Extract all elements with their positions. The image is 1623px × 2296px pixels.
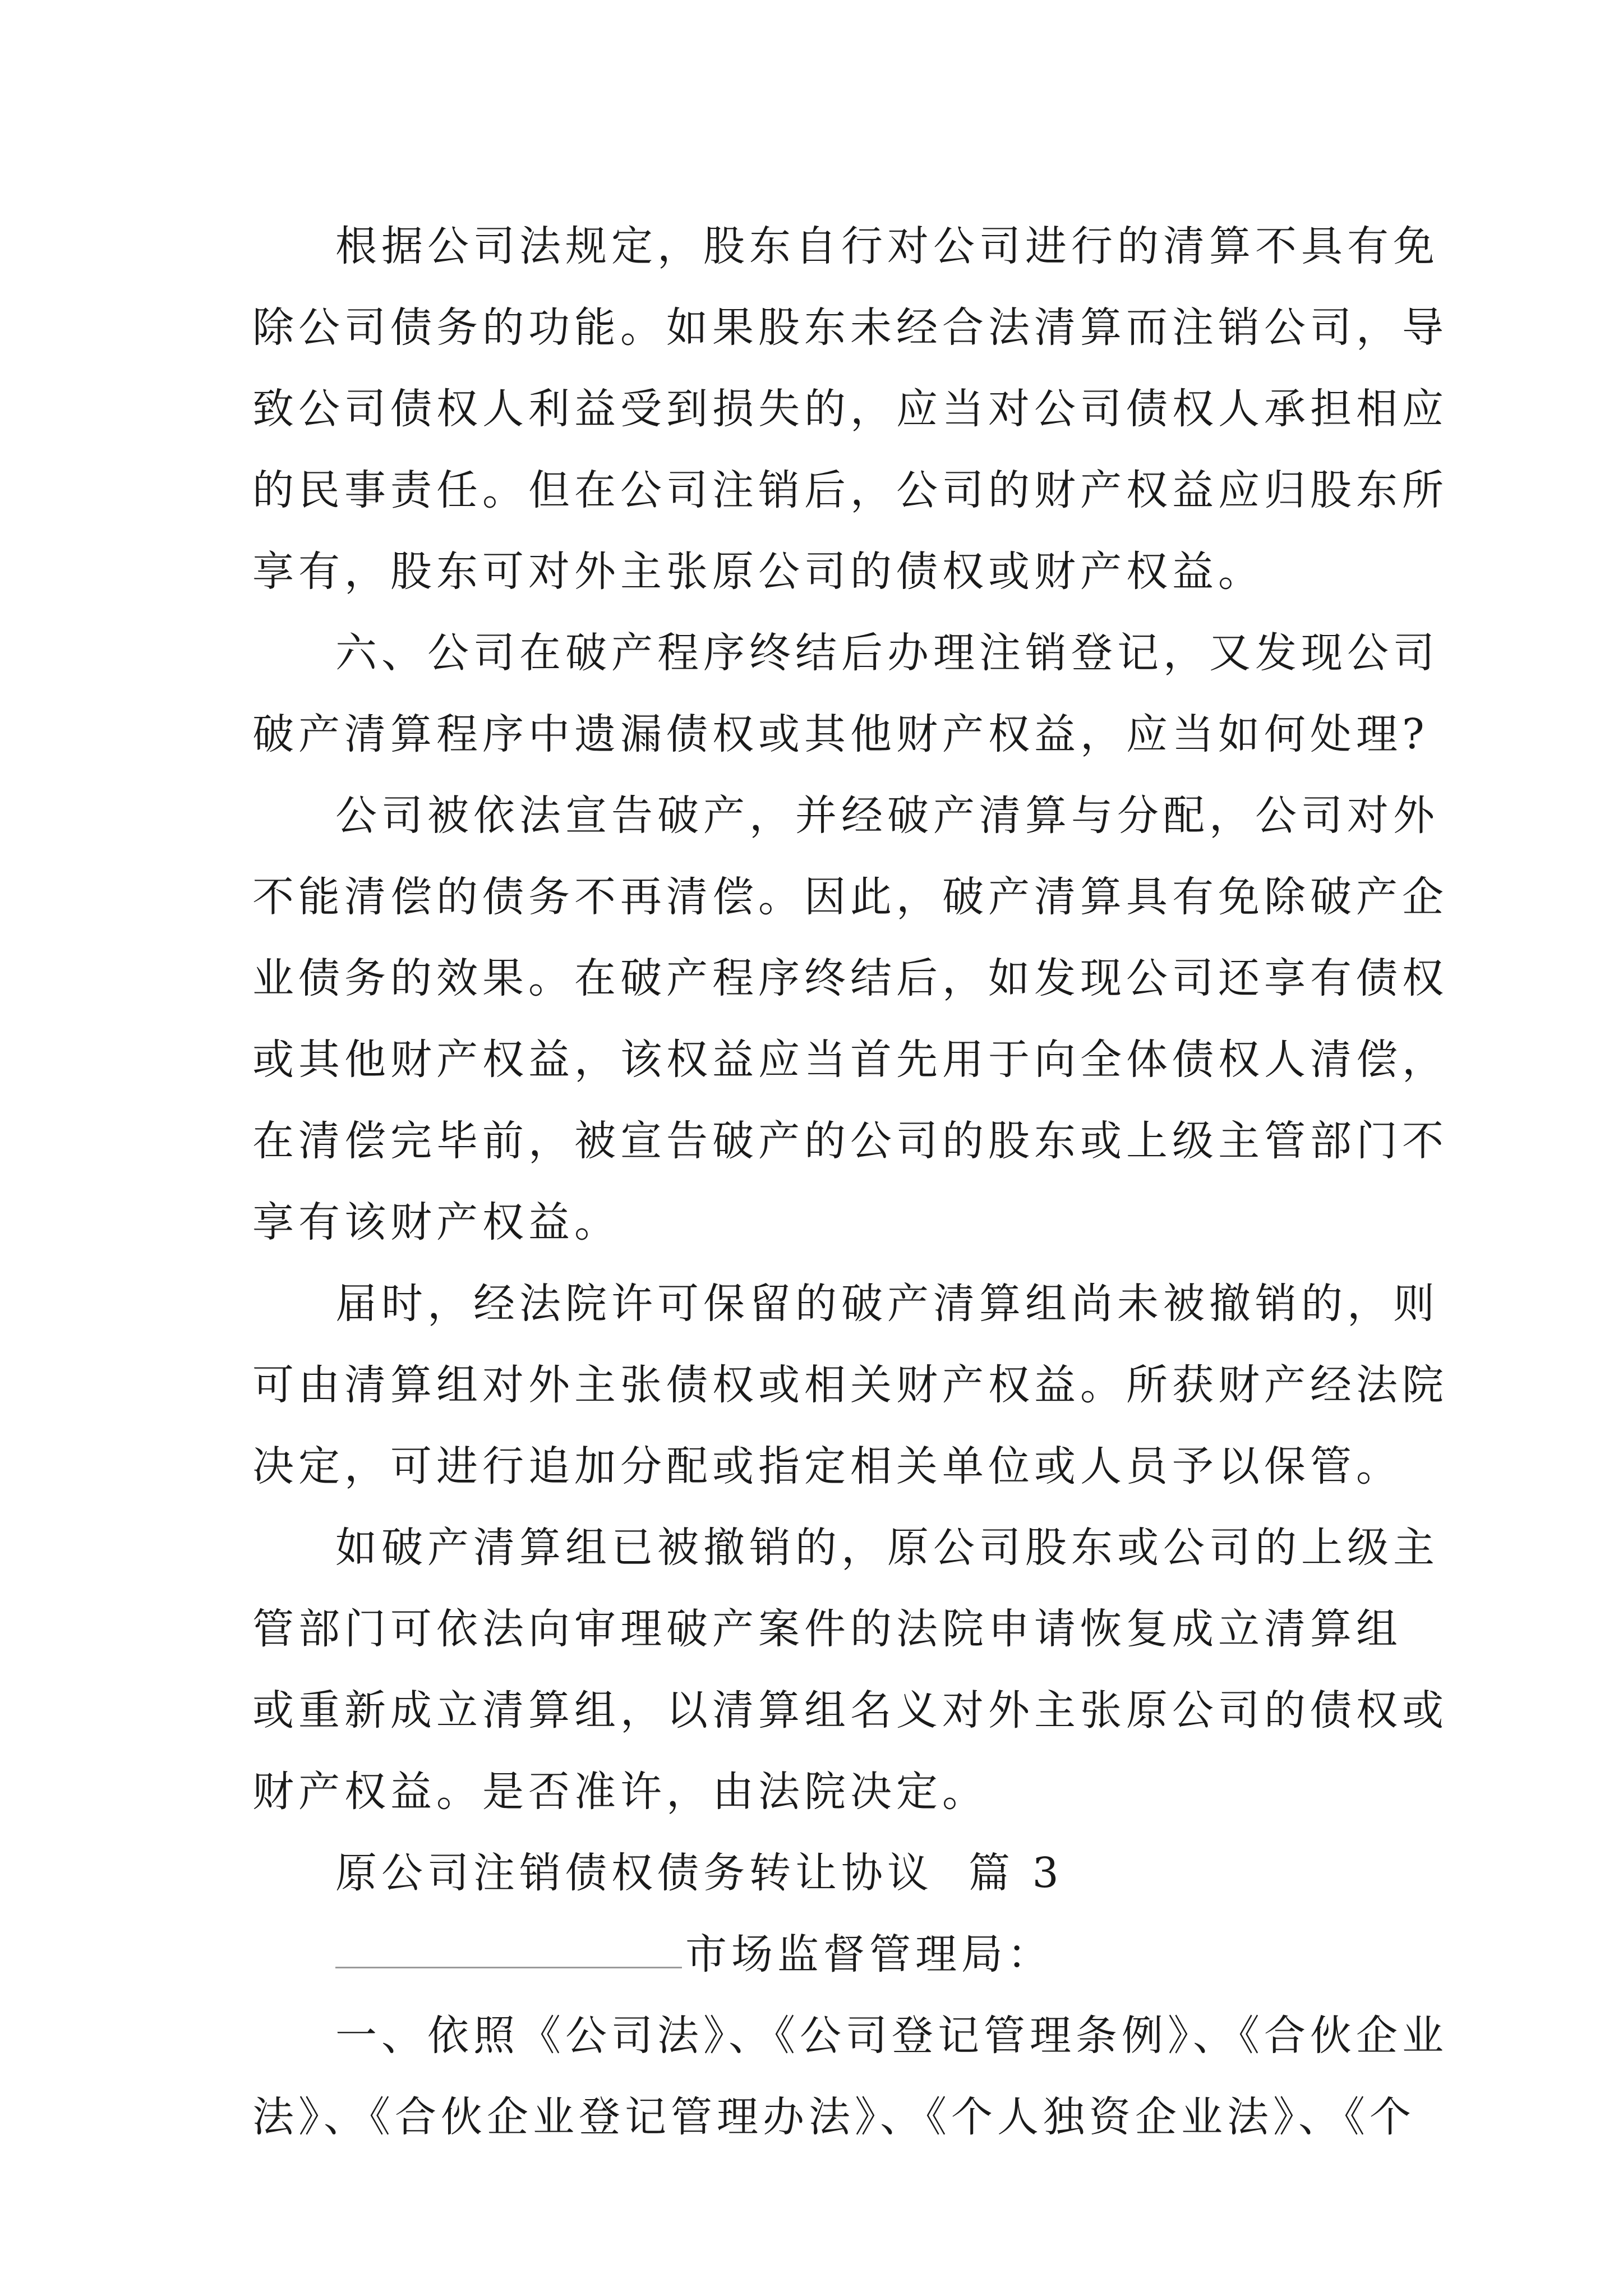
text-line: 享有该财产权益。 (252, 1198, 620, 1246)
paragraph-legal-basis (252, 1995, 1448, 2158)
text-line: 六、公司在破产程序终结后办理注销登记，又发现公司 (335, 629, 1439, 677)
text-line: 财产权益。是否准许，由法院决定。 (252, 1768, 988, 1816)
paragraph-shareholder-liquidation (252, 206, 1448, 613)
text-line: 决定，可进行追加分配或指定相关单位或人员予以保管。 (252, 1442, 1402, 1490)
paragraph-liquidation-group-retained (252, 1263, 1448, 1507)
text-line: 可由清算组对外主张债权或相关财产权益。所获财产经法院 (252, 1361, 1448, 1409)
text-line: 届时，经法院许可保留的破产清算组尚未被撤销的，则 (335, 1280, 1439, 1328)
text-line: 法》、《合伙企业登记管理办法》、《个人独资企业法》、《个 (252, 2093, 1415, 2141)
text-line: 公司被依法宣告破产，并经破产清算与分配，公司对外 (335, 792, 1439, 840)
section-heading: 原公司注销债权债务转让协议 篇 3 (335, 1849, 1063, 1897)
text-line: 享有，股东可对外主张原公司的债权或财产权益。 (252, 547, 1264, 596)
text-line: 除公司债务的功能。如果股东未经合法清算而注销公司，导 (252, 303, 1448, 352)
paragraph-bankruptcy-declared (252, 775, 1448, 1263)
text-line: 或其他财产权益，该权益应当首先用于向全体债权人清偿， (252, 1036, 1448, 1084)
text-line: 或重新成立清算组，以清算组名义对外主张原公司的债权或 (252, 1686, 1448, 1734)
text-line: 一、依照《公司法》、《公司登记管理条例》、《合伙企业 (335, 2012, 1448, 2060)
text-line: 的民事责任。但在公司注销后，公司的财产权益应归股东所 (252, 466, 1448, 514)
paragraph-liquidation-group-revoked (252, 1507, 1448, 1833)
text-line: 如破产清算组已被撤销的，原公司股东或公司的上级主 (335, 1524, 1439, 1572)
document-body (252, 206, 1448, 2158)
addressee-line (252, 1914, 1380, 1995)
text-line: 业债务的效果。在破产程序终结后，如发现公司还享有债权 (252, 954, 1448, 1002)
text-line: 在清偿完毕前，被宣告破产的公司的股东或上级主管部门不 (252, 1117, 1448, 1165)
addressee-text: 市场监督管理局： (685, 1930, 1053, 1978)
text-line: 不能清偿的债务不再清偿。因此，破产清算具有免除破产企 (252, 873, 1448, 921)
text-line: 破产清算程序中遗漏债权或其他财产权益，应当如何处理? (252, 710, 1429, 758)
paragraph-question-six (252, 613, 1439, 775)
text-line: 根据公司法规定，股东自行对公司进行的清算不具有免 (335, 222, 1439, 270)
text-line: 致公司债权人利益受到损失的，应当对公司债权人承担相应 (252, 385, 1448, 433)
text-line: 管部门可依法向审理破产案件的法院申请恢复成立清算组 (252, 1605, 1402, 1653)
fill-in-blank (335, 1927, 682, 1968)
